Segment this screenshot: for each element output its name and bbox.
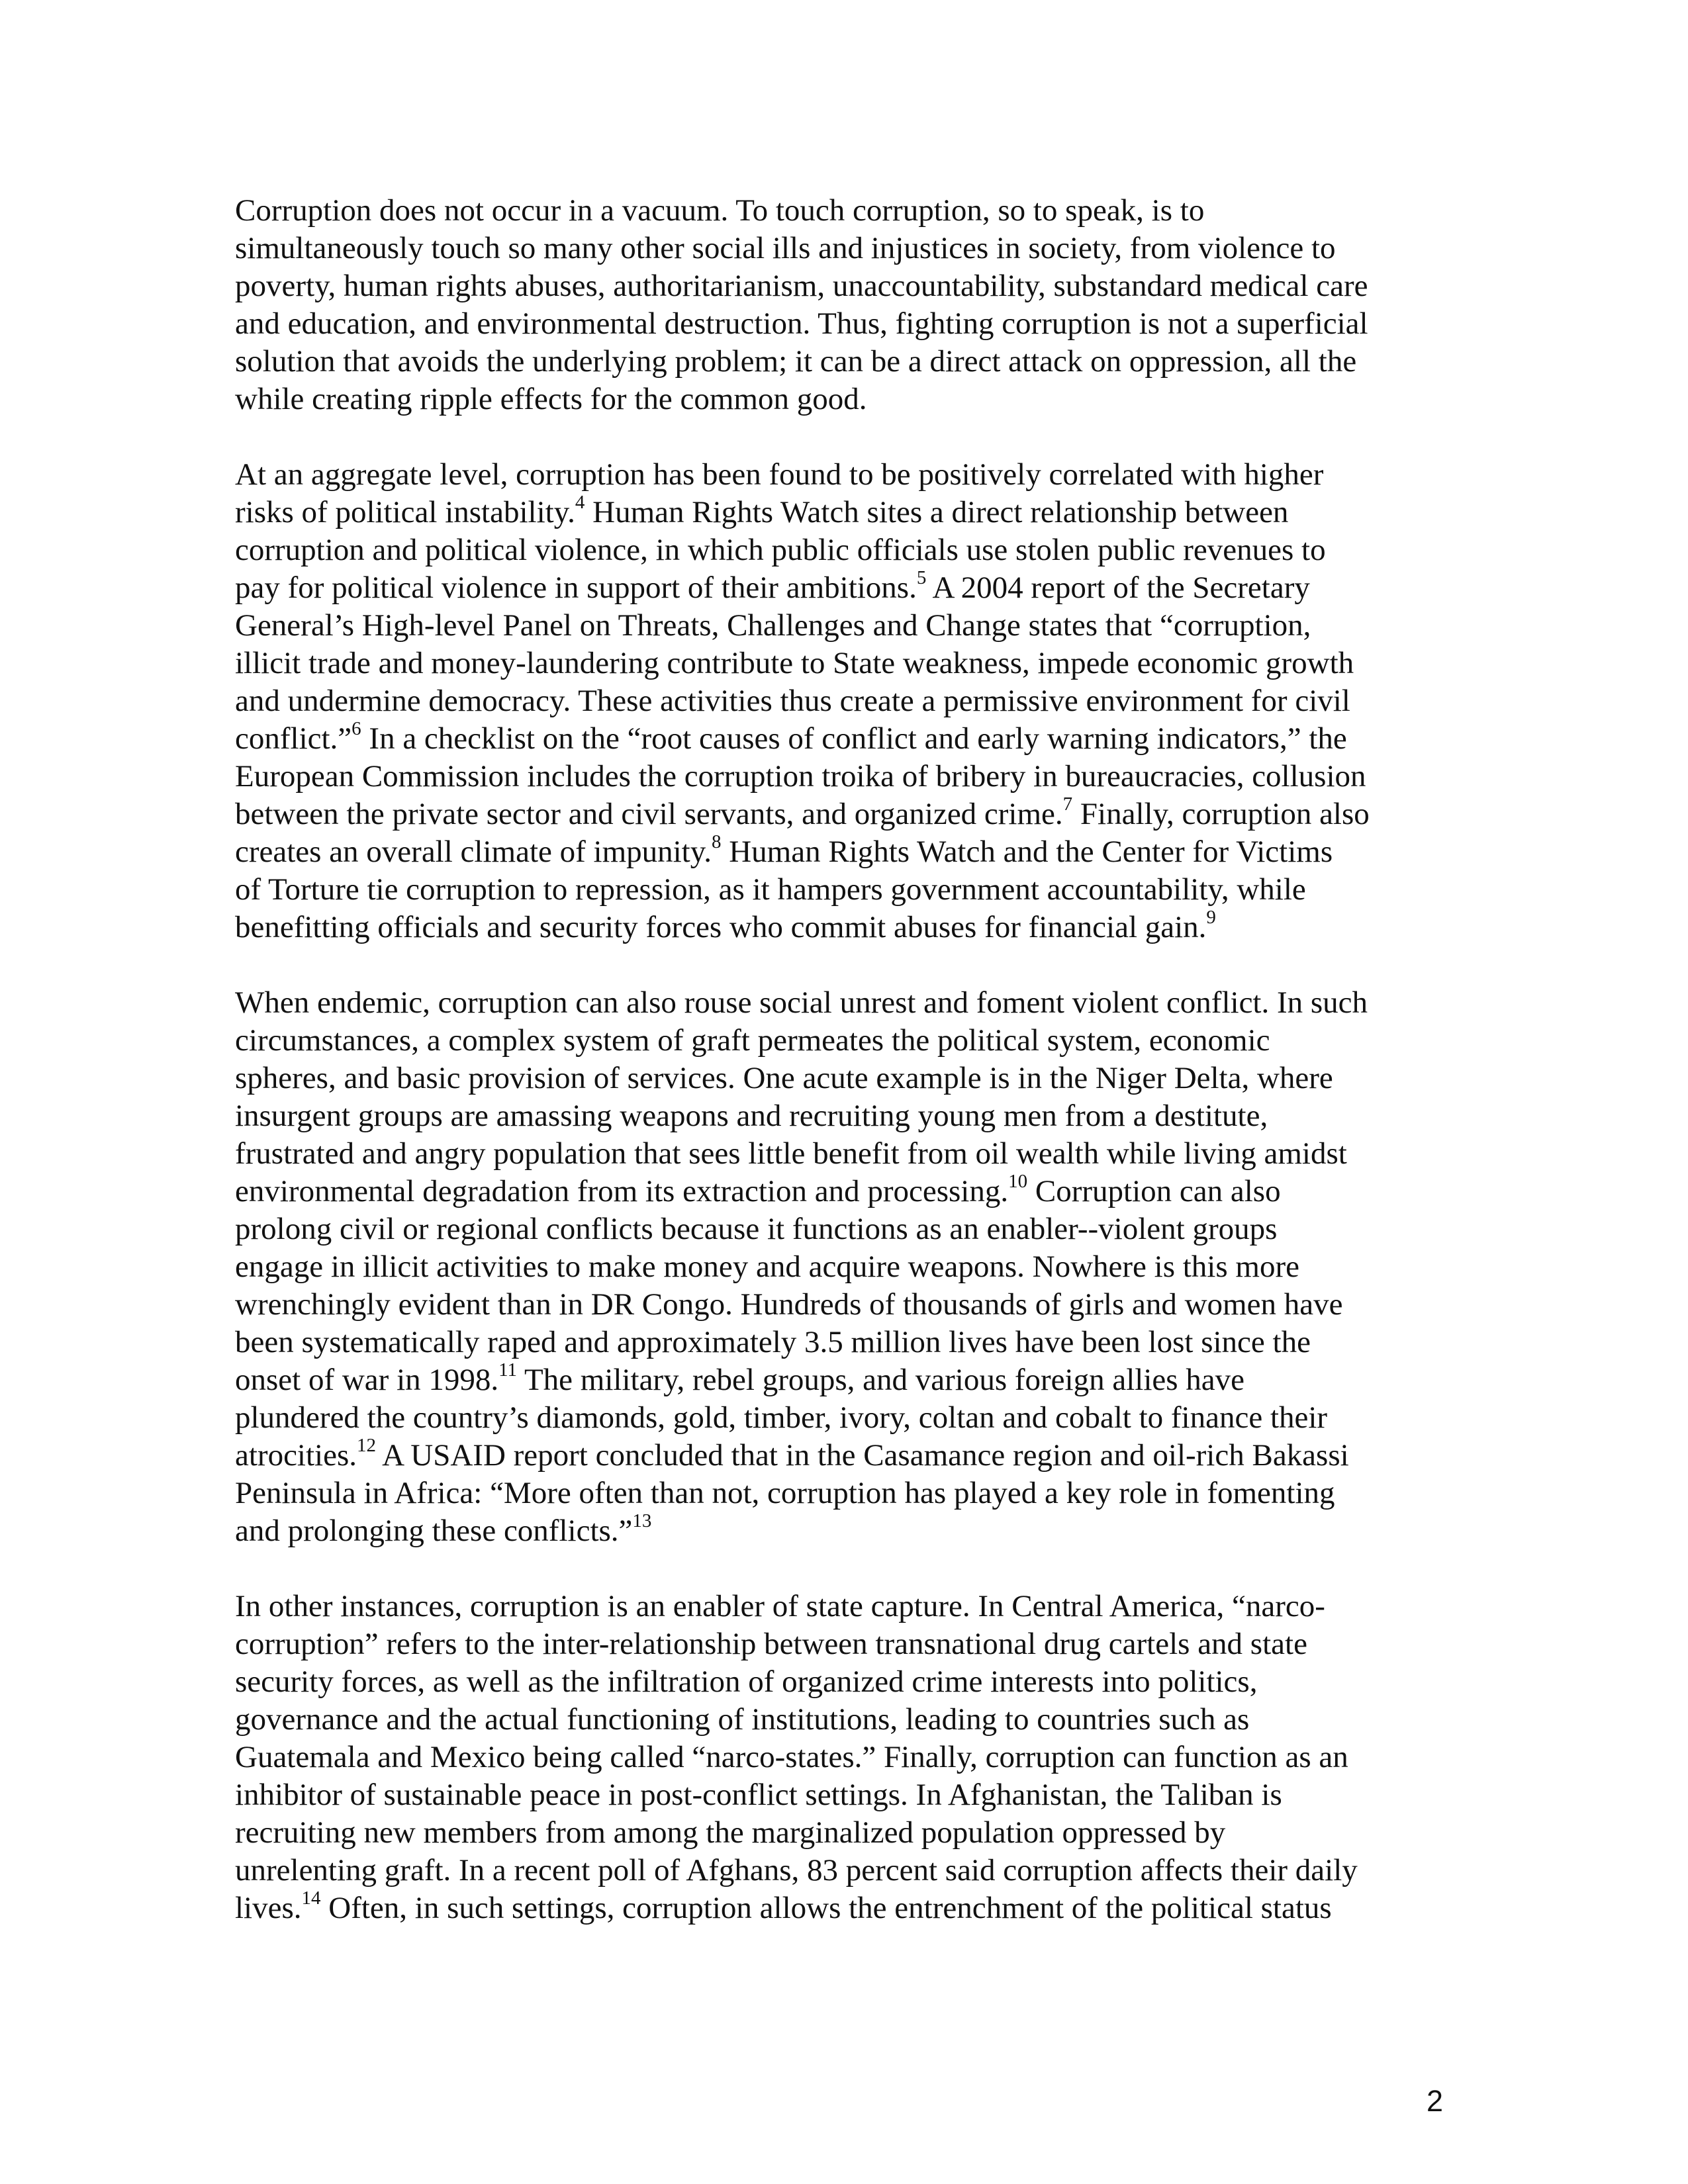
text-segment: between the private sector and civil servants, and organized crime. [235, 797, 1063, 831]
body-text [235, 192, 1466, 1927]
text-segment: recruiting new members from among the marginalized population oppressed by [235, 1815, 1226, 1850]
text-line [235, 871, 1466, 909]
text-segment: Corruption can also [1027, 1174, 1281, 1208]
text-segment: Corruption does not occur in a vacuum. To touch corruption, so to speak, is to [235, 193, 1205, 228]
text-segment: engage in illicit activities to make money and acquire weapons. Nowhere is this more [235, 1250, 1299, 1284]
text-line [235, 456, 1466, 494]
text-segment: In other instances, corruption is an enabler of state capture. In Central America, “narco- [235, 1589, 1325, 1623]
text-segment: conflict.” [235, 721, 352, 756]
text-line [235, 1739, 1466, 1776]
text-line [235, 1361, 1466, 1399]
text-line [235, 682, 1466, 720]
text-line [235, 494, 1466, 531]
text-line [235, 1625, 1466, 1663]
text-line [235, 1286, 1466, 1324]
text-segment: When endemic, corruption can also rouse social unrest and foment violent conflict. In such [235, 985, 1368, 1020]
footnote-marker: 4 [575, 492, 585, 514]
text-line [235, 192, 1466, 230]
paragraph [235, 1588, 1466, 1927]
text-line [235, 1588, 1466, 1625]
text-segment: governance and the actual functioning of institutions, leading to countries such as [235, 1702, 1250, 1737]
paragraph [235, 456, 1466, 946]
text-segment: European Commission includes the corruption troika of bribery in bureaucracies, collusion [235, 759, 1366, 794]
text-segment: creates an overall climate of impunity. [235, 835, 712, 869]
text-segment: security forces, as well as the infiltration of organized crime interests into politics, [235, 1664, 1258, 1699]
text-segment: Human Rights Watch and the Center for Victims [721, 835, 1333, 869]
text-segment: spheres, and basic provision of services. One acute example is in the Niger Delta, where [235, 1061, 1333, 1095]
text-segment: and prolonging these conflicts.” [235, 1514, 633, 1548]
text-segment: frustrated and angry population that sees little benefit from oil wealth while living amidst [235, 1136, 1347, 1171]
text-segment: Human Rights Watch sites a direct relationship between [585, 495, 1289, 529]
text-line [235, 267, 1466, 305]
footnote-marker: 8 [711, 831, 722, 853]
text-segment: atrocities. [235, 1438, 357, 1473]
text-segment: Often, in such settings, corruption allows the entrenchment of the political status [320, 1891, 1332, 1925]
footnote-marker: 14 [301, 1888, 321, 1909]
text-segment: Peninsula in Africa: “More often than not, corruption has played a key role in fomenting [235, 1476, 1335, 1510]
text-line [235, 230, 1466, 267]
text-segment: simultaneously touch so many other social ills and injustices in society, from violence to [235, 231, 1336, 265]
text-segment: insurgent groups are amassing weapons and recruiting young men from a destitute, [235, 1099, 1268, 1133]
text-segment: corruption and political violence, in which public officials use stolen public revenues to [235, 533, 1326, 567]
footnote-marker: 12 [357, 1435, 377, 1457]
footnote-marker: 7 [1062, 794, 1073, 815]
text-segment: Finally, corruption also [1072, 797, 1370, 831]
text-line [235, 1512, 1466, 1550]
text-line [235, 1701, 1466, 1739]
text-segment: General’s High-level Panel on Threats, Challenges and Change states that “corruption, [235, 608, 1311, 643]
text-line [235, 720, 1466, 758]
text-segment: wrenchingly evident than in DR Congo. Hundreds of thousands of girls and women have [235, 1287, 1343, 1322]
text-segment: Guatemala and Mexico being called “narco-states.” Finally, corruption can function as an [235, 1740, 1348, 1774]
text-line [235, 343, 1466, 381]
text-segment: At an aggregate level, corruption has been found to be positively correlated with higher [235, 457, 1324, 492]
text-line [235, 1135, 1466, 1173]
text-line [235, 758, 1466, 796]
text-line [235, 1324, 1466, 1361]
text-line [235, 1889, 1466, 1927]
text-segment: corruption” refers to the inter-relationship between transnational drug cartels and state [235, 1627, 1307, 1661]
footnote-marker: 13 [632, 1510, 652, 1532]
text-line [235, 645, 1466, 682]
text-line [235, 1437, 1466, 1475]
text-line [235, 833, 1466, 871]
text-line [235, 1475, 1466, 1512]
text-line [235, 1248, 1466, 1286]
text-line [235, 796, 1466, 833]
text-line [235, 1022, 1466, 1060]
text-segment: benefitting officials and security forces who commit abuses for financial gain. [235, 910, 1207, 944]
page-number: 2 [1426, 2084, 1443, 2118]
text-segment: illicit trade and money-laundering contribute to State weakness, impede economic growth [235, 646, 1354, 680]
text-segment: unrelenting graft. In a recent poll of Afghans, 83 percent said corruption affects their daily [235, 1853, 1358, 1888]
text-segment: of Torture tie corruption to repression, as it hampers government accountability, while [235, 872, 1306, 907]
footnote-marker: 11 [498, 1359, 518, 1381]
text-segment: risks of political instability. [235, 495, 575, 529]
text-line [235, 569, 1466, 607]
text-segment: plundered the country’s diamonds, gold, timber, ivory, coltan and cobalt to finance their [235, 1400, 1328, 1435]
paragraph [235, 984, 1466, 1550]
text-segment: A USAID report concluded that in the Casamance region and oil-rich Bakassi [376, 1438, 1349, 1473]
text-segment: In a checklist on the “root causes of conflict and early warning indicators,” the [361, 721, 1347, 756]
text-segment: and undermine democracy. These activities thus create a permissive environment for civil [235, 684, 1350, 718]
text-line [235, 1663, 1466, 1701]
text-line [235, 1060, 1466, 1097]
text-segment: circumstances, a complex system of graft permeates the political system, economic [235, 1023, 1270, 1058]
paragraph [235, 192, 1466, 418]
text-line [235, 305, 1466, 343]
text-segment: solution that avoids the underlying problem; it can be a direct attack on oppression, all the [235, 344, 1357, 379]
text-segment: onset of war in 1998. [235, 1363, 499, 1397]
text-line [235, 1210, 1466, 1248]
text-line [235, 909, 1466, 946]
text-segment: prolong civil or regional conflicts because it functions as an enabler--violent groups [235, 1212, 1278, 1246]
text-segment: A 2004 report of the Secretary [926, 570, 1310, 605]
text-line [235, 1852, 1466, 1889]
text-segment: lives. [235, 1891, 302, 1925]
text-segment: poverty, human rights abuses, authoritarianism, unaccountability, substandard medical care [235, 269, 1368, 303]
text-segment: inhibitor of sustainable peace in post-conflict settings. In Afghanistan, the Taliban is [235, 1778, 1282, 1812]
footnote-marker: 6 [352, 718, 361, 740]
text-segment: pay for political violence in support of their ambitions. [235, 570, 917, 605]
text-segment: been systematically raped and approximately 3.5 million lives have been lost since the [235, 1325, 1311, 1359]
text-line [235, 984, 1466, 1022]
text-line [235, 531, 1466, 569]
text-segment: and education, and environmental destruction. Thus, fighting corruption is not a superficial [235, 306, 1368, 341]
text-line [235, 1776, 1466, 1814]
text-line [235, 607, 1466, 645]
footnote-marker: 9 [1206, 907, 1216, 929]
footnote-marker: 5 [916, 567, 927, 589]
text-line [235, 1814, 1466, 1852]
footnote-marker: 10 [1008, 1171, 1028, 1193]
text-segment: The military, rebel groups, and various foreign allies have [517, 1363, 1245, 1397]
text-line [235, 1173, 1466, 1210]
text-line [235, 1097, 1466, 1135]
text-line [235, 381, 1466, 418]
text-segment: environmental degradation from its extraction and processing. [235, 1174, 1009, 1208]
text-segment: while creating ripple effects for the common good. [235, 382, 867, 416]
text-line [235, 1399, 1466, 1437]
